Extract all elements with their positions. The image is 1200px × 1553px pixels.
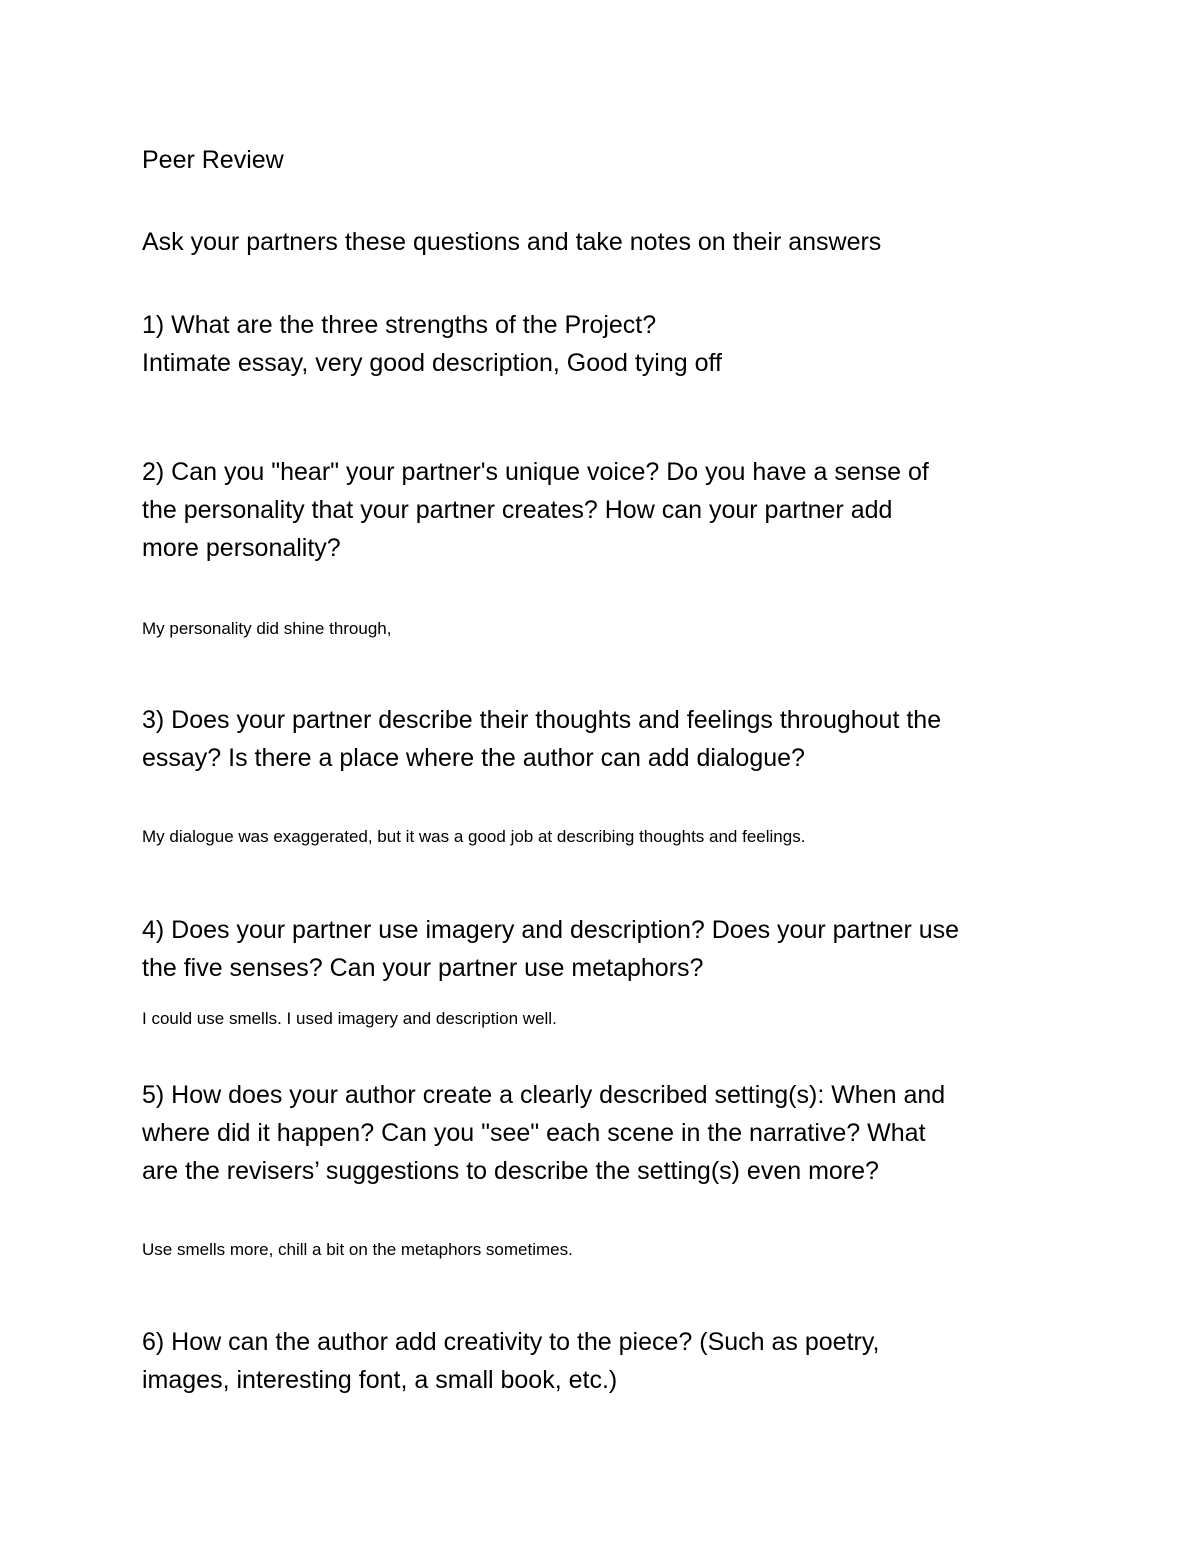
question-4-line: 4) Does your partner use imagery and description? Does your partner use [142,916,960,944]
question-3-line: essay? Is there a place where the author can add dialogue? [142,744,805,772]
question-1-text: 1) What are the three strengths of the Project? [142,311,657,339]
question-1 [142,306,722,382]
question-5-line: where did it happen? Can you "see" each scene in the narrative? What [142,1119,926,1147]
question-5-line: 5) How does your author create a clearly described setting(s): When and [142,1081,946,1109]
question-6 [142,1323,879,1399]
question-2-line: 2) Can you "hear" your partner's unique voice? Do you have a sense of [142,458,929,486]
question-6-line: 6) How can the author add creativity to the piece? (Such as poetry, [142,1328,880,1356]
question-2-line: the personality that your partner creates? How can your partner add [142,496,893,524]
question-2 [142,453,929,567]
question-2-line: more personality? [142,534,341,562]
question-3 [142,701,941,777]
answer-5-text: Use smells more, chill a bit on the metaphors sometimes. [142,1240,573,1259]
answer-1-text: Intimate essay, very good description, Good tying off [142,349,722,377]
question-5-line: are the revisers’ suggestions to describe the setting(s) even more? [142,1157,879,1185]
question-4 [142,911,959,987]
page-title: Peer Review [142,146,284,174]
question-3-line: 3) Does your partner describe their thoughts and feelings throughout the [142,706,942,734]
question-4-line: the five senses? Can your partner use metaphors? [142,954,704,982]
instructions-text: Ask your partners these questions and take notes on their answers [142,228,882,256]
question-5 [142,1076,945,1190]
answer-3-text: My dialogue was exaggerated, but it was a good job at describing thoughts and feelings. [142,827,806,846]
answer-2-text: My personality did shine through, [142,619,392,638]
answer-4-text: I could use smells. I used imagery and description well. [142,1009,557,1028]
question-6-line: images, interesting font, a small book, etc.) [142,1366,618,1394]
